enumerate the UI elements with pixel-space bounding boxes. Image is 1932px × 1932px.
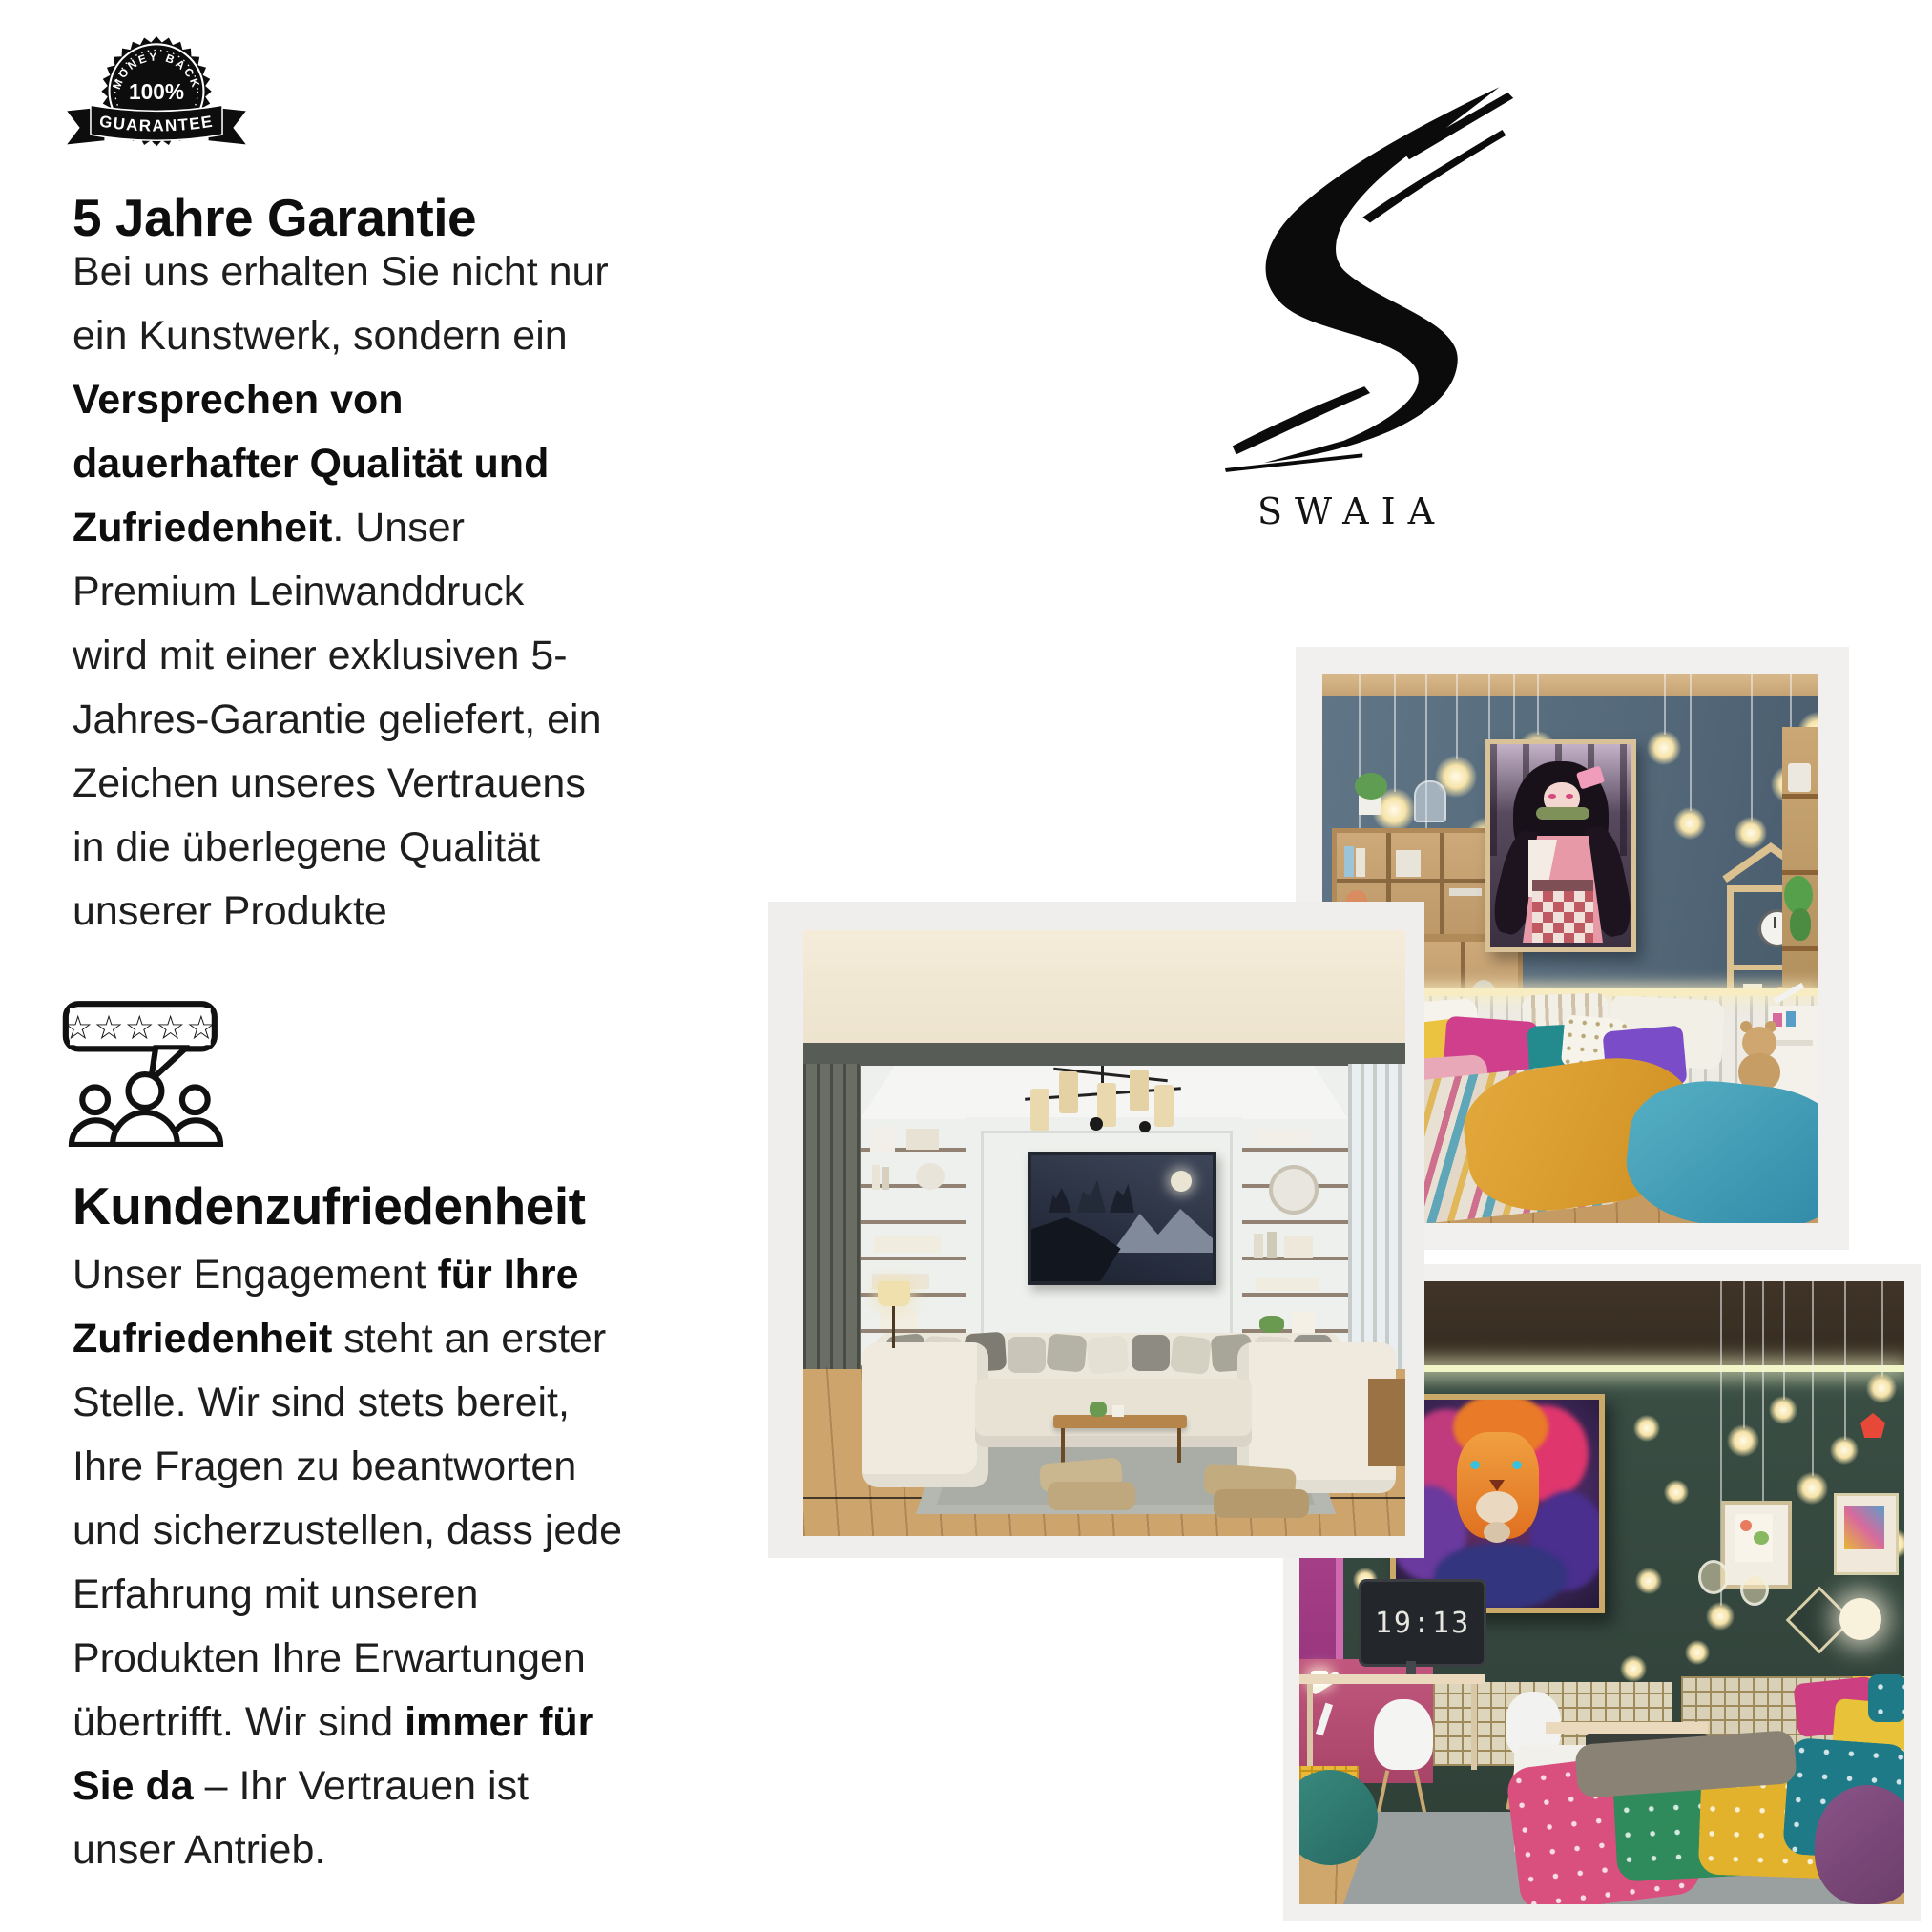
paragraph-line: Zufriedenheit. Unser: [73, 505, 465, 551]
brand-logo-s-icon: [1223, 82, 1521, 479]
light-cord: [1743, 1281, 1745, 1428]
light-bulb: [1727, 1424, 1759, 1457]
paragraph-line: Premium Leinwanddruck: [73, 569, 525, 614]
wall-frame: [1834, 1493, 1899, 1575]
paragraph-line: Stelle. Wir sind stets bereit,: [73, 1380, 570, 1425]
light-cord: [1762, 1281, 1764, 1524]
badge-arc-text: MONEY BACK: [109, 50, 204, 92]
light-cord: [1394, 674, 1396, 792]
badge-ribbon-text: GUARANTEE: [97, 112, 216, 135]
living-room-card: [768, 902, 1424, 1558]
paragraph-line: Sie da – Ihr Vertrauen ist: [73, 1763, 530, 1809]
light-bulb: [1673, 807, 1706, 840]
light-bulb: [1685, 1640, 1710, 1665]
paragraph-line: Zufriedenheit steht an erster: [73, 1316, 607, 1361]
money-back-badge-icon: [63, 34, 250, 164]
paragraph-line: unser Antrieb.: [73, 1827, 326, 1873]
canvas-wolves: [1028, 1152, 1216, 1285]
bookshelf: [1242, 1119, 1348, 1369]
light-cord: [1537, 674, 1539, 735]
monitor: [1359, 1579, 1486, 1667]
light-cord: [1690, 674, 1692, 811]
light-bulb: [1706, 1602, 1735, 1631]
paragraph-line: Produkten Ihre Erwartungen: [73, 1635, 586, 1681]
paragraph-line: Jahres-Garantie geliefert, ein: [73, 696, 602, 742]
light-cord: [1664, 674, 1666, 735]
paragraph-line: Ihre Fragen zu beantworten: [73, 1444, 577, 1489]
paragraph-line: dauerhafter Qualität und: [73, 441, 550, 487]
wall-shelf: [1782, 727, 1818, 1013]
teddy-bear: [1738, 1028, 1782, 1090]
badge-stars: ★ ★ ★: [134, 142, 179, 155]
light-bulb: [1633, 1415, 1660, 1442]
satisfaction-paragraph: [73, 1243, 645, 1882]
paragraph-line: Versprechen von: [73, 377, 404, 423]
light-cord: [1881, 1281, 1883, 1377]
photo-living-room: [803, 930, 1405, 1536]
bookshelf: [861, 1119, 966, 1369]
light-bulb: [1664, 1480, 1689, 1505]
light-cord: [1783, 1281, 1785, 1400]
badge-percent-text: 100%: [129, 79, 184, 104]
light-bulb: [1620, 1655, 1647, 1682]
paragraph-line: übertrifft. Wir sind immer für: [73, 1699, 594, 1745]
paragraph-line: und sicherzustellen, dass jede: [73, 1507, 623, 1553]
light-cord: [1751, 674, 1753, 821]
light-cord: [1844, 1281, 1846, 1440]
light-cord: [1456, 674, 1458, 759]
paragraph-line: ein Kunstwerk, sondern ein: [73, 313, 568, 359]
paragraph-line: wird mit einer exklusiven 5-: [73, 633, 568, 678]
paragraph-line: unserer Produkte: [73, 888, 387, 934]
paragraph-line: Bei uns erhalten Sie nicht nur: [73, 249, 609, 295]
satisfaction-title: Kundenzufriedenheit: [73, 1176, 586, 1236]
paragraph-line: Zeichen unseres Vertrauens: [73, 760, 586, 806]
paragraph-line: in die überlegene Qualität: [73, 824, 541, 870]
light-bulb: [1635, 1568, 1662, 1594]
guarantee-title: 5 Jahre Garantie: [73, 188, 477, 247]
guarantee-paragraph: [73, 240, 645, 944]
review-stars: ☆☆☆☆☆: [63, 1009, 218, 1049]
light-bulb: [1866, 1373, 1897, 1403]
light-cord: [1812, 1281, 1814, 1476]
paragraph-line: Unser Engagement für Ihre: [73, 1252, 579, 1298]
customer-reviews-icon: [57, 998, 235, 1147]
monitor-time: 19:13: [1374, 1606, 1471, 1640]
light-bulb: [1647, 731, 1681, 765]
brand-name: SWAIA: [1257, 490, 1447, 532]
light-bulb: [1830, 1436, 1859, 1465]
paragraph-line: Erfahrung mit unseren: [73, 1571, 479, 1617]
canvas-anime-girl: [1485, 739, 1636, 952]
light-bulb: [1769, 1396, 1797, 1424]
light-bulb: [1796, 1472, 1828, 1505]
